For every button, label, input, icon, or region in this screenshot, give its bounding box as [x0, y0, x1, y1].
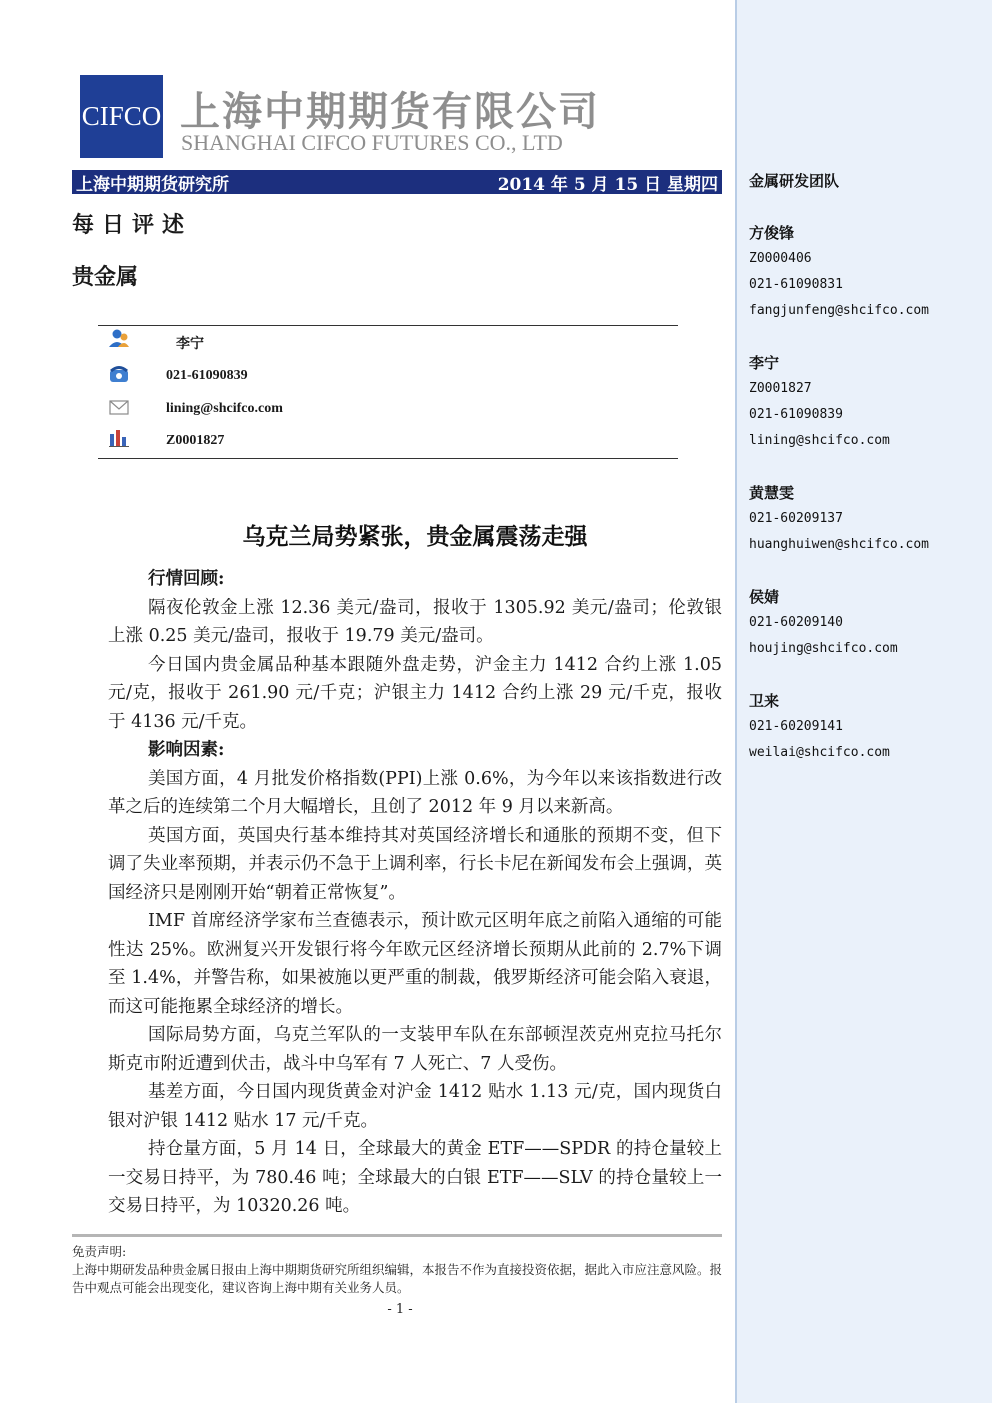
- disclaimer-text: 上海中期研发品种贵金属日报由上海中期期货研究所组织编辑，本报告不作为直接投资依据，据此入市应注意风险。报告中观点可能会出现变化，建议咨询上海中期有关业务人员。: [72, 1262, 723, 1295]
- member-license: Z0001827: [749, 381, 812, 396]
- category-title: 贵金属: [72, 264, 139, 290]
- factor-paragraph-2: 英国方面，英国央行基本维持其对英国经济增长和通胀的预期不变，但下调了失业率预期，并表示仍不急于上调利率，行长卡尼在新闻发布会上强调，英国经济只是刚刚开始“朝着正常恢复”。: [108, 825, 722, 903]
- member-license: Z0000406: [749, 251, 812, 266]
- member-phone: 021-60209137: [749, 511, 843, 526]
- person-icon: [108, 328, 130, 348]
- team-member: [749, 688, 890, 766]
- member-email: houjing@shcifco.com: [749, 641, 898, 656]
- member-phone: 021-60209140: [749, 615, 843, 630]
- factor-paragraph-6: 持仓量方面，5 月 14 日，全球最大的黄金 ETF——SPDR 的持仓量较上一交易日持平，为 780.46 吨；全球最大的白银 ETF——SLV 的持仓量较上一交易日持平，为 10320.26 吨。: [108, 1139, 722, 1216]
- contact-license: Z0001827: [166, 433, 225, 448]
- heading-factors: 影响因素:: [148, 740, 225, 760]
- team-member: [749, 350, 890, 454]
- factor-paragraph-5: 基差方面，今日国内现货黄金对沪金 1412 贴水 1.13 元/克，国内现货白银对沪银 1412 贴水 17 元/千克。: [108, 1082, 722, 1131]
- banner-date: 2014 年 5 月 15 日 星期四: [497, 174, 718, 195]
- page-number: - 1 -: [387, 1302, 413, 1317]
- chart-icon: [108, 428, 130, 448]
- footer-rule: [72, 1234, 722, 1237]
- member-name: 侯婧: [749, 588, 780, 606]
- disclaimer-title: 免责声明:: [72, 1244, 127, 1259]
- mail-icon: [108, 397, 130, 417]
- phone-icon: [108, 365, 130, 385]
- member-phone: 021-61090839: [749, 407, 843, 422]
- contact-top-rule: [98, 325, 678, 326]
- article-body: [108, 565, 722, 1221]
- review-paragraph-1: 隔夜伦敦金上涨 12.36 美元/盎司，报收于 1305.92 美元/盎司；伦敦银上涨 0.25 美元/盎司，报收于 19.79 美元/盎司。: [108, 597, 722, 646]
- member-email: weilai@shcifco.com: [749, 745, 890, 760]
- article-headline: 乌克兰局势紧张，贵金属震荡走强: [242, 523, 588, 550]
- team-member: [749, 480, 929, 558]
- team-member: [749, 584, 898, 662]
- sidebar-title: 金属研发团队: [749, 172, 840, 190]
- review-paragraph-2: 今日国内贵金属品种基本跟随外盘走势，沪金主力 1412 合约上涨 1.05 元/克，报收于 261.90 元/千克；沪银主力 1412 合约上涨 29 元/千克，报收于 4136 元/千克。: [108, 654, 722, 732]
- company-name-cn: 上海中期期货有限公司: [180, 89, 600, 135]
- member-email: lining@shcifco.com: [749, 433, 890, 448]
- factor-paragraph-3: IMF 首席经济学家布兰查德表示，预计欧元区明年底之前陷入通缩的可能性达 25%。欧洲复兴开发银行将今年欧元区经济增长预期从此前的 2.7%下调至 1.4%，并警告称，如果被施以更严重的制裁，俄罗斯经济可能会陷入衰退，而这可能拖累全球经济的增长。: [108, 911, 722, 1017]
- member-name: 方俊锋: [749, 224, 795, 242]
- contact-phone: 021-61090839: [166, 368, 248, 383]
- member-name: 卫来: [749, 692, 780, 710]
- team-member: [749, 220, 929, 324]
- company-name-en: SHANGHAI CIFCO FUTURES CO., LTD: [181, 130, 563, 155]
- research-team-sidebar: [735, 0, 992, 1403]
- factor-paragraph-4: 国际局势方面，乌克兰军队的一支装甲车队在东部顿涅茨克州克拉马托尔斯克市附近遭到伏击，战斗中乌军有 7 人死亡、7 人受伤。: [108, 1025, 722, 1074]
- member-phone: 021-60209141: [749, 719, 843, 734]
- heading-review: 行情回顾:: [148, 569, 225, 589]
- header-banner: [72, 170, 722, 194]
- disclaimer: [72, 1243, 722, 1297]
- contact-name: 李宁: [176, 337, 204, 352]
- section-title: 每日评述: [72, 212, 193, 238]
- logo-text: CIFCO: [81, 101, 162, 131]
- member-phone: 021-61090831: [749, 277, 843, 292]
- contact-bottom-rule: [98, 458, 678, 459]
- banner-institute: 上海中期期货研究所: [76, 174, 229, 195]
- member-name: 李宁: [749, 354, 780, 372]
- member-email: huanghuiwen@shcifco.com: [749, 537, 930, 552]
- member-email: fangjunfeng@shcifco.com: [749, 303, 930, 318]
- factor-paragraph-1: 美国方面，4 月批发价格指数(PPI)上涨 0.6%，为今年以来该指数进行改革之后的连续第二个月大幅增长，且创了 2012 年 9 月以来新高。: [108, 768, 722, 817]
- member-name: 黄慧雯: [749, 484, 795, 502]
- company-logo: [80, 75, 163, 158]
- contact-email: lining@shcifco.com: [166, 401, 283, 416]
